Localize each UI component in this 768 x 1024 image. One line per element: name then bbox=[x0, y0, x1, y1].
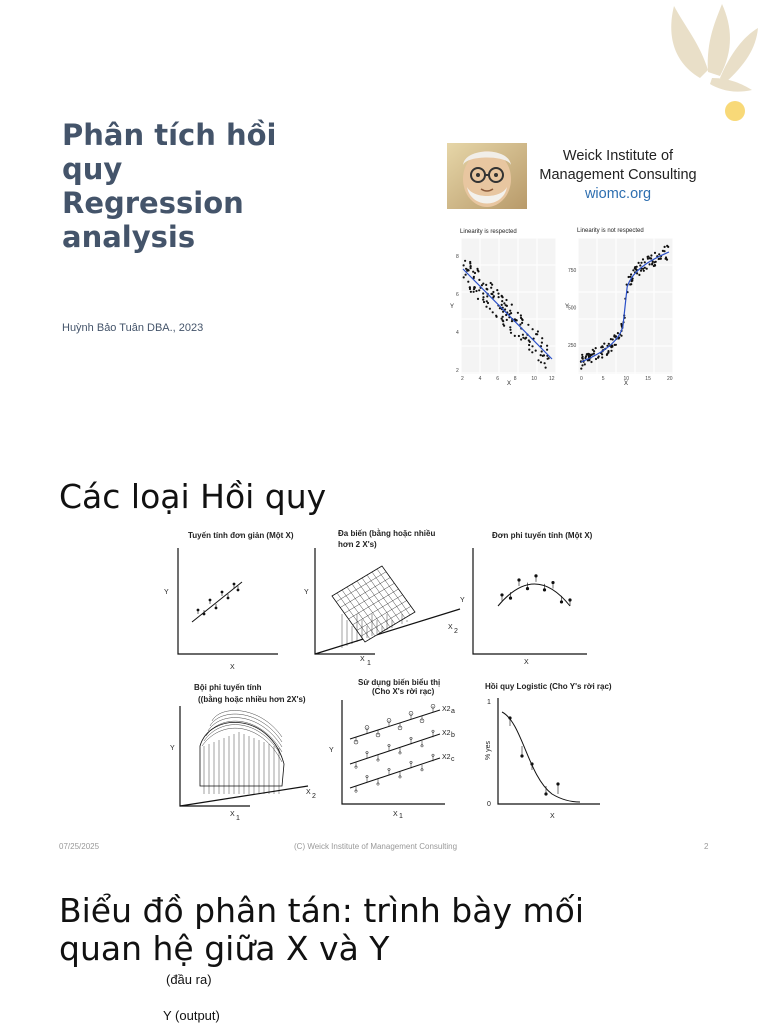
scatter-point bbox=[528, 349, 530, 351]
scatter-point bbox=[595, 358, 597, 360]
panel5-ylabel: Y bbox=[329, 747, 334, 754]
scatter-point bbox=[527, 324, 529, 326]
scatter-point bbox=[581, 364, 583, 366]
scatter-point bbox=[510, 332, 512, 334]
scatter-point bbox=[521, 322, 523, 324]
tick-label: 12 bbox=[549, 376, 555, 382]
panel5-title-l1: Sử dụng biến biểu thị bbox=[358, 678, 441, 687]
scatter-point bbox=[630, 273, 632, 275]
scatter-point bbox=[537, 330, 539, 332]
scatter-point bbox=[469, 286, 471, 288]
tick-label: 500 bbox=[568, 305, 577, 312]
scatter-point bbox=[613, 335, 615, 337]
scatter-point bbox=[518, 335, 520, 337]
panel4-x1label: X bbox=[230, 811, 235, 818]
scatter-point bbox=[485, 306, 487, 308]
tick-label: 2 bbox=[456, 368, 459, 374]
scatter-point bbox=[482, 283, 484, 285]
scatter-point bbox=[477, 298, 479, 300]
scatter-point bbox=[544, 362, 546, 364]
scatter-point bbox=[636, 266, 638, 268]
scatter-point bbox=[617, 332, 619, 334]
scatter-point bbox=[514, 335, 516, 337]
scatter-point bbox=[509, 326, 511, 328]
scatter-point bbox=[496, 289, 498, 291]
scatter-point bbox=[511, 304, 513, 306]
scatter-point bbox=[540, 354, 542, 356]
author-text: Huỳnh Bảo Tuân DBA., 2023 bbox=[62, 322, 204, 334]
scatter-point bbox=[503, 302, 505, 304]
scatter-point bbox=[541, 350, 543, 352]
panel5-xlabel: X bbox=[393, 811, 398, 818]
panel5-l1sub: a bbox=[451, 708, 455, 715]
footer-date: 07/25/2025 bbox=[59, 842, 100, 851]
scatter-point bbox=[615, 344, 617, 346]
panel4-x2label: X bbox=[306, 789, 311, 796]
scatter-point bbox=[642, 258, 644, 260]
panel6-title: Hồi quy Logistic (Cho Y's rời rạc) bbox=[485, 682, 612, 691]
scatter-point bbox=[482, 299, 484, 301]
scatter-point bbox=[591, 353, 593, 355]
scatter-point bbox=[663, 250, 665, 252]
scatter-point bbox=[603, 343, 605, 345]
scatter-point bbox=[478, 289, 480, 291]
regression-types-figure bbox=[160, 524, 620, 824]
scatter-point bbox=[528, 344, 530, 346]
scatter-point bbox=[528, 339, 530, 341]
tick-label: 8 bbox=[513, 376, 517, 382]
slide-title: Phân tích hồi quy Regression analysis bbox=[62, 118, 277, 254]
scatter-point bbox=[545, 367, 547, 369]
scatter-point bbox=[590, 361, 592, 363]
tick-label: 15 bbox=[645, 376, 651, 382]
scatter-point bbox=[644, 261, 646, 263]
scatter-point bbox=[470, 265, 472, 267]
scatter-point bbox=[584, 363, 586, 365]
panel6-ylabel: % yes bbox=[485, 740, 492, 760]
scatter-point bbox=[476, 268, 478, 270]
scatter-point bbox=[495, 315, 497, 317]
panel4-x2sub: 2 bbox=[312, 793, 316, 800]
scatter-point bbox=[634, 267, 636, 269]
scatter-point bbox=[522, 334, 524, 336]
tick-label: 10 bbox=[623, 376, 630, 382]
scatter-point bbox=[666, 245, 668, 247]
scatter-point bbox=[520, 317, 522, 319]
scatter-point bbox=[473, 291, 475, 293]
linearity-scatter-figure bbox=[447, 222, 682, 390]
scatter-point bbox=[532, 328, 534, 330]
institute-logo bbox=[447, 143, 701, 209]
footer-copyright: (C) Weick Institute of Management Consulting bbox=[294, 842, 458, 851]
tick-label: 20 bbox=[667, 376, 673, 382]
scatter-point bbox=[511, 320, 513, 322]
panel5-xsub: 1 bbox=[399, 813, 403, 820]
scatter-point bbox=[546, 345, 548, 347]
panel1-ylabel: Y bbox=[164, 589, 169, 596]
scatter-point bbox=[492, 291, 494, 293]
scatter-point bbox=[490, 287, 492, 289]
scatter-point bbox=[497, 293, 499, 295]
scatter-point bbox=[520, 314, 522, 316]
scatter-point bbox=[651, 263, 653, 265]
panel5-l1: X2 bbox=[442, 706, 451, 713]
scatter-point bbox=[610, 338, 612, 340]
panel5-l3sub: c bbox=[451, 756, 455, 763]
scatter-point bbox=[503, 325, 505, 327]
panel3-ylabel: Y bbox=[460, 597, 465, 604]
tick-label: 750 bbox=[568, 268, 577, 274]
scatter-point bbox=[470, 267, 472, 269]
scatter-point bbox=[502, 316, 504, 318]
scatter-point bbox=[580, 368, 582, 370]
scatter-point bbox=[658, 258, 660, 260]
scatter-point bbox=[469, 262, 471, 264]
scatter-point bbox=[509, 310, 511, 312]
org-name-line2: Management Consulting bbox=[539, 167, 697, 183]
tick-label: 8 bbox=[456, 254, 459, 260]
scatter-point bbox=[595, 347, 597, 349]
scatter-point bbox=[610, 350, 612, 352]
tick-label: 2 bbox=[461, 376, 464, 382]
scatter-point bbox=[660, 258, 662, 260]
scatter-point bbox=[664, 246, 666, 248]
tick-label: 250 bbox=[568, 343, 577, 349]
scatter-point bbox=[631, 280, 633, 282]
scatter-point bbox=[541, 342, 543, 344]
panel2-title-l1: Đa biến (bằng hoặc nhiều bbox=[338, 529, 436, 538]
scatter-point bbox=[505, 299, 507, 301]
scatter-point bbox=[541, 337, 543, 339]
scatter-point bbox=[498, 296, 500, 298]
scatter-point bbox=[483, 301, 485, 303]
output-note-en: Y (output) bbox=[163, 1008, 220, 1023]
panel3-title: Đơn phi tuyến tính (Một X) bbox=[492, 531, 593, 540]
scatter-point bbox=[535, 333, 537, 335]
scatter-point bbox=[502, 319, 504, 321]
tick-label: 4 bbox=[456, 330, 459, 336]
tick-label: 10 bbox=[531, 376, 537, 382]
scatter-point bbox=[486, 300, 488, 302]
panel5-l3: X2 bbox=[442, 754, 451, 761]
scatter-point bbox=[522, 319, 524, 321]
panel5-l2: X2 bbox=[442, 730, 451, 737]
scatter-point bbox=[517, 312, 519, 314]
section-title-scatter: Biểu đồ phân tán: trình bày mối quan hệ giữa X và Y bbox=[59, 891, 585, 968]
panel4-title-l2: ((bằng hoặc nhiều hơn 2X's) bbox=[198, 695, 306, 704]
scatter-point bbox=[582, 356, 584, 358]
panel3-xlabel: X bbox=[524, 659, 529, 666]
scatter-point bbox=[485, 284, 487, 286]
scatter-point bbox=[547, 358, 549, 360]
decorative-leaf-icon bbox=[660, 0, 768, 125]
scatter-point bbox=[640, 262, 642, 264]
scatter-point bbox=[501, 295, 503, 297]
panel6-xlabel: X bbox=[550, 813, 555, 820]
panel6-y1: 1 bbox=[487, 699, 491, 706]
portrait-image bbox=[447, 143, 527, 209]
tick-label: 4 bbox=[478, 376, 482, 382]
scatter-point bbox=[463, 264, 465, 266]
scatter-point bbox=[531, 345, 533, 347]
section-title-regression-types: Các loại Hồi quy bbox=[59, 477, 327, 516]
scatter-point bbox=[607, 352, 609, 354]
scatter-point bbox=[505, 304, 507, 306]
panel5-l2sub: b bbox=[451, 732, 455, 739]
scatter-point bbox=[473, 276, 475, 278]
org-url-link[interactable]: wiomc.org bbox=[584, 186, 652, 202]
scatter-point bbox=[492, 311, 494, 313]
panel4-title-l1: Bội phi tuyến tính bbox=[194, 683, 262, 692]
scatter-point bbox=[475, 290, 477, 292]
scatter-point bbox=[491, 284, 493, 286]
scatter-point bbox=[489, 308, 491, 310]
panel4-ylabel: Y bbox=[170, 745, 175, 752]
footer-page-number: 2 bbox=[704, 842, 709, 851]
panel2-x2sub: 2 bbox=[454, 628, 458, 635]
scatter-point bbox=[463, 276, 465, 278]
panel2-x1sub: 1 bbox=[367, 660, 371, 667]
org-name-line1: Weick Institute of bbox=[562, 148, 674, 164]
panel2-x1label: X bbox=[360, 656, 365, 663]
scatter-point bbox=[535, 350, 537, 352]
scatter-point bbox=[588, 353, 590, 355]
scatter-point bbox=[639, 264, 641, 266]
panel2-ylabel: Y bbox=[304, 589, 309, 596]
scatter-point bbox=[482, 292, 484, 294]
tick-label: 5 bbox=[601, 376, 605, 382]
scatter-point bbox=[531, 351, 533, 353]
scatter-point bbox=[586, 353, 588, 355]
scatter-point bbox=[474, 286, 476, 288]
chart-left-title: Linearity is respected bbox=[460, 229, 517, 235]
tick-label: 0 bbox=[580, 376, 583, 382]
scatter-point bbox=[640, 270, 642, 272]
scatter-point bbox=[543, 354, 545, 356]
scatter-point bbox=[465, 268, 467, 270]
scatter-point bbox=[482, 296, 484, 298]
chart-left-xlabel: X bbox=[507, 381, 512, 387]
panel2-title-l2: hơn 2 X's) bbox=[338, 540, 377, 549]
chart-left-ylabel: Y bbox=[450, 304, 455, 310]
scatter-point bbox=[486, 288, 488, 290]
panel6-y0: 0 bbox=[487, 801, 491, 808]
scatter-point bbox=[632, 269, 634, 271]
scatter-point bbox=[653, 261, 655, 263]
scatter-point bbox=[588, 359, 590, 361]
scatter-point bbox=[537, 359, 539, 361]
scatter-point bbox=[465, 274, 467, 276]
scatter-point bbox=[650, 254, 652, 256]
chart-right-title: Linearity is not respected bbox=[577, 228, 644, 234]
panel1-xlabel: X bbox=[230, 664, 235, 671]
scatter-point bbox=[491, 293, 493, 295]
scatter-point bbox=[470, 291, 472, 293]
scatter-point bbox=[519, 323, 521, 325]
scatter-point bbox=[593, 350, 595, 352]
scatter-point bbox=[501, 300, 503, 302]
panel1-title: Tuyến tính đơn giản (Một X) bbox=[188, 531, 294, 540]
scatter-point bbox=[606, 354, 608, 356]
scatter-point bbox=[540, 361, 542, 363]
panel4-x1sub: 1 bbox=[236, 815, 240, 822]
scatter-point bbox=[654, 264, 656, 266]
scatter-point bbox=[516, 319, 518, 321]
scatter-point bbox=[647, 256, 649, 258]
scatter-point bbox=[546, 349, 548, 351]
scatter-point bbox=[658, 253, 660, 255]
scatter-point bbox=[647, 258, 649, 260]
output-note-vi: (đầu ra) bbox=[166, 972, 212, 987]
scatter-point bbox=[486, 295, 488, 297]
scatter-point bbox=[464, 260, 466, 262]
scatter-point bbox=[506, 319, 508, 321]
scatter-point bbox=[629, 283, 631, 285]
scatter-point bbox=[643, 270, 645, 272]
scatter-point bbox=[620, 323, 622, 325]
tick-label: 6 bbox=[456, 292, 459, 298]
scatter-point bbox=[649, 257, 651, 259]
scatter-point bbox=[501, 304, 503, 306]
chart-right-xlabel: X bbox=[624, 381, 629, 387]
scatter-point bbox=[525, 337, 527, 339]
scatter-point bbox=[608, 343, 610, 345]
scatter-point bbox=[638, 274, 640, 276]
scatter-point bbox=[601, 345, 603, 347]
panel2-x2label: X bbox=[448, 624, 453, 631]
panel5-title-l2: (Cho X's rời rạc) bbox=[372, 687, 435, 696]
tick-label: 6 bbox=[496, 376, 499, 382]
scatter-point bbox=[638, 262, 640, 264]
scatter-point bbox=[467, 281, 469, 283]
scatter-point bbox=[666, 259, 668, 261]
chart-right-ylabel: Y bbox=[565, 304, 570, 310]
scatter-point bbox=[585, 355, 587, 357]
scatter-point bbox=[644, 267, 646, 269]
scatter-point bbox=[478, 279, 480, 281]
scatter-point bbox=[474, 272, 476, 274]
scatter-point bbox=[649, 263, 651, 265]
scatter-point bbox=[509, 329, 511, 331]
scatter-point bbox=[654, 252, 656, 254]
scatter-point bbox=[520, 338, 522, 340]
scatter-point bbox=[601, 356, 603, 358]
scatter-point bbox=[646, 268, 648, 270]
scatter-point bbox=[472, 271, 474, 273]
scatter-point bbox=[581, 354, 583, 356]
scatter-point bbox=[597, 357, 599, 359]
